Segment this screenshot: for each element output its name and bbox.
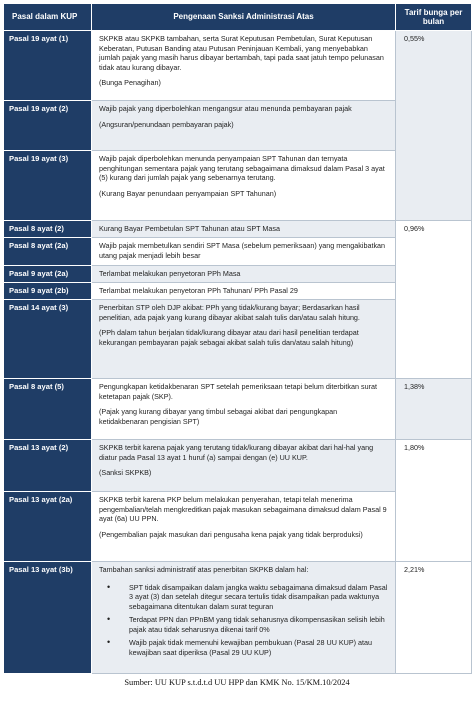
description-text: Kurang Bayar Pembetulan SPT Tahunan atau SPT Masa [99,224,280,233]
pasal-cell: Pasal 13 ayat (3b) [4,562,92,674]
description-text: SKPKB atau SKPKB tambahan, serta Surat Keputusan Pembetulan, Surat Keputusan Keberatan, Putusan Banding atau Putusan Peninjauan Kembali, yang menyebabkan jumlah pajak yang masih harus dibayar bertambah, tapi pada saat jatuh tempo pelunasan tidak atau kurang dibayar. [99,34,384,72]
description-note: (Pajak yang kurang dibayar yang timbul sebagai akibat dari pengungkapan ketidakbenaran pengisian SPT) [99,407,338,426]
description-text: Wajib pajak membetulkan sendiri SPT Masa (sebelum pemeriksaan) yang mengakibatkan utang pajak menjadi lebih besar [99,241,386,260]
rate-cell: 0,55% [396,31,472,221]
table-row [4,221,472,238]
description-note: (Sanksi SKPKB) [99,468,152,478]
description-note: (Angsuran/penundaan pembayaran pajak) [99,119,234,129]
description-cell [92,266,396,283]
pasal-cell: Pasal 14 ayat (3) [4,300,92,379]
header-pasal: Pasal dalam KUP [4,4,92,31]
description-note: (PPh dalam tahun berjalan tidak/kurang dibayar atau dari hasil penelitian terdapat kekurangan pembayaran pajak sebagai akibat salah tulis dan/atau salah hitung) [99,328,359,347]
description-cell [92,283,396,300]
sanksi-bunga-table [3,3,472,674]
description-cell [92,31,396,101]
description-text: Terlambat melakukan penyetoran PPh Masa [99,269,241,279]
description-note: (Pengembalian pajak masukan dari pengusaha kena pajak yang tidak berproduksi) [99,529,363,539]
description-text: SKPKB terbit karena PKP belum melakukan penyerahan, tetapi telah menerima pengembalian/telah mengkreditkan pajak masukan sebagaimana dimaksud dalam Pasal 9 ayat (6a) UU PPN. [99,495,387,524]
header-pengenaan: Pengenaan Sanksi Administrasi Atas [92,4,396,31]
rate-cell: 2,21% [396,562,472,674]
table-row [4,562,472,674]
rate-cell: 1,38% [396,379,472,440]
rate-cell: 1,80% [396,440,472,562]
pasal-cell: Pasal 9 ayat (2a) [4,266,92,283]
pasal-cell: Pasal 8 ayat (2a) [4,238,92,266]
header-tarif: Tarif bunga per bulan [396,4,472,31]
table-row [4,440,472,492]
description-cell [92,492,396,562]
pasal-cell: Pasal 13 ayat (2) [4,440,92,492]
table-header-row [4,4,472,31]
description-cell [92,440,396,492]
pasal-cell: Pasal 19 ayat (1) [4,31,92,101]
bullet-list [99,583,388,658]
description-text: Penerbitan STP oleh DJP akibat: PPh yang tidak/kurang bayar; Berdasarkan hasil penelitian, ada pajak yang kurang dibayar akibat salah tulis dan/atau salah hitung. [99,303,360,322]
description-text: SKPKB terbit karena pajak yang terutang tidak/kurang dibayar akibat dari hal-hal yang diatur pada Pasal 13 ayat 1 huruf (a) sampai dengan (e) UU KUP. [99,443,374,462]
description-text: Wajib pajak yang diperbolehkan mengangsur atau menunda pembayaran pajak [99,104,352,113]
description-text: Wajib pajak diperbolehkan menunda penyampaian SPT Tahunan dan ternyata penghitungan sementara pajak yang terutang sebagaimana dimaksud dalam Pasal 3 ayat (5) kurang dari jumlah pajak yang sebenarnya terutang. [99,154,385,182]
description-cell [92,101,396,151]
description-cell [92,238,396,266]
description-text: Tambahan sanksi administratif atas penerbitan SKPKB dalam hal: [99,565,309,575]
description-text: Terlambat melakukan penyetoran PPh Tahunan/ PPh Pasal 29 [99,286,298,296]
pasal-cell: Pasal 19 ayat (2) [4,101,92,151]
table-row [4,31,472,101]
tariff-table-figure [3,3,471,687]
pasal-cell: Pasal 13 ayat (2a) [4,492,92,562]
pasal-cell: Pasal 19 ayat (3) [4,151,92,221]
description-cell [92,221,396,238]
list-item: • Terdapat PPN dan PPnBM yang tidak seharusnya dikompensasikan selisih lebih pajak atau tidak seharusnya dikenai tarif 0% [99,615,388,634]
description-note: (Kurang Bayar penundaan penyampaian SPT Tahunan) [99,188,277,198]
pasal-cell: Pasal 8 ayat (5) [4,379,92,440]
pasal-cell: Pasal 8 ayat (2) [4,221,92,238]
description-cell [92,562,396,674]
rate-cell: 0,96% [396,221,472,379]
description-note: (Bunga Penagihan) [99,78,161,87]
source-note: Sumber: UU KUP s.t.d.t.d UU HPP dan KMK No. 15/KM.10/2024 [124,678,350,688]
description-cell [92,151,396,221]
table-row [4,379,472,440]
description-cell [92,300,396,379]
list-item: • Wajib pajak tidak memenuhi kewajiban pembukuan (Pasal 28 UU KUP) atau kewajiban saat diperiksa (Pasal 29 UU KUP) [99,638,388,657]
description-cell [92,379,396,440]
pasal-cell: Pasal 9 ayat (2b) [4,283,92,300]
list-item: • SPT tidak disampaikan dalam jangka waktu sebagaimana dimaksud dalam Pasal 3 ayat (3) dan setelah ditegur secara tertulis tidak disampaikan pada waktunya sebagaimana ditentukan dalam surat teguran [99,583,388,612]
description-text: Pengungkapan ketidakbenaran SPT setelah pemeriksaan tetapi belum diterbitkan surat ketetapan pajak (SKP). [99,382,377,401]
